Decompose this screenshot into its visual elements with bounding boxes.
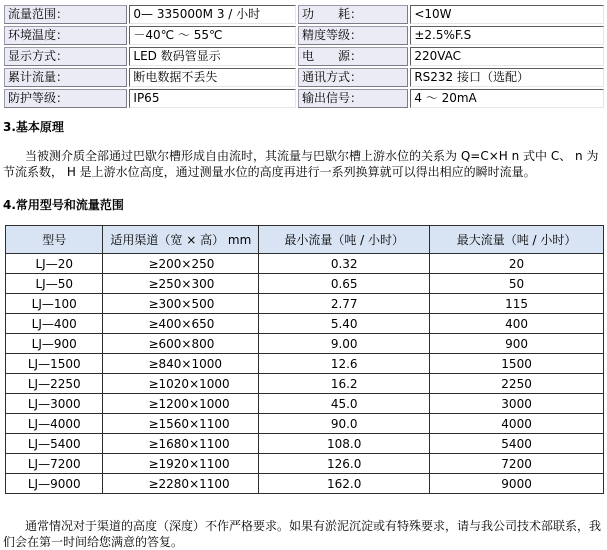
cell-channel: ≥400×650 bbox=[103, 314, 259, 334]
cell-channel: ≥1200×1000 bbox=[103, 394, 259, 414]
spec-label: 累计流量： bbox=[4, 68, 127, 87]
table-row bbox=[6, 314, 604, 334]
spec-row bbox=[4, 89, 604, 108]
cell-min-flow: 45.0 bbox=[259, 394, 430, 414]
cell-max-flow: 7200 bbox=[430, 454, 604, 474]
spec-value: 4 ～ 20mA bbox=[410, 89, 604, 108]
cell-model: LJ—7200 bbox=[6, 454, 103, 474]
flow-table-body bbox=[6, 254, 604, 494]
cell-min-flow: 162.0 bbox=[259, 474, 430, 494]
cell-model: LJ—3000 bbox=[6, 394, 103, 414]
cell-channel: ≥1020×1000 bbox=[103, 374, 259, 394]
header-model: 型号 bbox=[6, 226, 103, 254]
spec-value: ±2.5%F.S bbox=[410, 26, 604, 45]
section-3-text: 当被测介质全部通过巴歇尔槽形成自由流时，其流量与巴歇尔槽上游水位的关系为 Q=C×H n 式中 C、 n 为节流系数， H 是上游水位高度，通过测量水位的高度再进行一系列换算就可以得出相应的瞬时流量。 bbox=[3, 149, 599, 179]
table-row bbox=[6, 274, 604, 294]
cell-channel: ≥1560×1100 bbox=[103, 414, 259, 434]
cell-channel: ≥1920×1100 bbox=[103, 454, 259, 474]
cell-max-flow: 9000 bbox=[430, 474, 604, 494]
spec-label: 防护等级： bbox=[4, 89, 127, 108]
cell-model: LJ—900 bbox=[6, 334, 103, 354]
cell-channel: ≥300×500 bbox=[103, 294, 259, 314]
flow-table-header-row bbox=[6, 226, 604, 254]
table-row bbox=[6, 254, 604, 274]
spec-label: 精度等级： bbox=[298, 26, 408, 45]
spec-value: 220VAC bbox=[410, 47, 604, 66]
spec-row bbox=[4, 26, 604, 45]
spec-value: RS232 接口（选配） bbox=[410, 68, 604, 87]
cell-channel: ≥840×1000 bbox=[103, 354, 259, 374]
cell-max-flow: 3000 bbox=[430, 394, 604, 414]
cell-min-flow: 5.40 bbox=[259, 314, 430, 334]
table-row bbox=[6, 354, 604, 374]
spec-row bbox=[4, 68, 604, 87]
cell-model: LJ—1500 bbox=[6, 354, 103, 374]
table-row bbox=[6, 294, 604, 314]
cell-min-flow: 90.0 bbox=[259, 414, 430, 434]
spec-table-body bbox=[4, 5, 604, 108]
cell-channel: ≥600×800 bbox=[103, 334, 259, 354]
cell-min-flow: 9.00 bbox=[259, 334, 430, 354]
spec-label: 环境温度： bbox=[4, 26, 127, 45]
spec-value: IP65 bbox=[129, 89, 296, 108]
spec-label: 显示方式： bbox=[4, 47, 127, 66]
spec-value: LED 数码管显示 bbox=[129, 47, 296, 66]
cell-max-flow: 400 bbox=[430, 314, 604, 334]
spec-table bbox=[2, 3, 606, 110]
header-min-flow: 最小流量（吨 / 小时） bbox=[259, 226, 430, 254]
flow-range-table bbox=[5, 225, 604, 494]
cell-max-flow: 4000 bbox=[430, 414, 604, 434]
cell-min-flow: 2.77 bbox=[259, 294, 430, 314]
cell-max-flow: 20 bbox=[430, 254, 604, 274]
cell-min-flow: 16.2 bbox=[259, 374, 430, 394]
cell-model: LJ—20 bbox=[6, 254, 103, 274]
header-channel: 适用渠道（宽 × 高） mm bbox=[103, 226, 259, 254]
table-row bbox=[6, 434, 604, 454]
cell-max-flow: 1500 bbox=[430, 354, 604, 374]
cell-model: LJ—400 bbox=[6, 314, 103, 334]
cell-max-flow: 900 bbox=[430, 334, 604, 354]
spec-row bbox=[4, 5, 604, 24]
cell-max-flow: 5400 bbox=[430, 434, 604, 454]
cell-max-flow: 115 bbox=[430, 294, 604, 314]
spec-label: 输出信号： bbox=[298, 89, 408, 108]
header-max-flow: 最大流量（吨 / 小时） bbox=[430, 226, 604, 254]
cell-model: LJ—5400 bbox=[6, 434, 103, 454]
cell-min-flow: 12.6 bbox=[259, 354, 430, 374]
spec-label: 电 源： bbox=[298, 47, 408, 66]
cell-channel: ≥200×250 bbox=[103, 254, 259, 274]
table-row bbox=[6, 334, 604, 354]
spec-value: <10W bbox=[410, 5, 604, 24]
cell-min-flow: 0.32 bbox=[259, 254, 430, 274]
spec-label: 功 耗： bbox=[298, 5, 408, 24]
table-row bbox=[6, 474, 604, 494]
section-3-title: 3.基本原理 bbox=[3, 120, 64, 134]
table-row bbox=[6, 394, 604, 414]
spec-label: 通讯方式： bbox=[298, 68, 408, 87]
cell-max-flow: 50 bbox=[430, 274, 604, 294]
cell-min-flow: 0.65 bbox=[259, 274, 430, 294]
cell-max-flow: 2250 bbox=[430, 374, 604, 394]
cell-min-flow: 108.0 bbox=[259, 434, 430, 454]
cell-model: LJ—100 bbox=[6, 294, 103, 314]
table-row bbox=[6, 454, 604, 474]
footer-note: 通常情况对于渠道的高度（深度）不作严格要求。如果有淤泥沉淀或有特殊要求，请与我公司技术部联系，我们会在第一时间给您满意的答复。 bbox=[3, 519, 602, 549]
spec-value: 0— 335000M 3 / 小时 bbox=[129, 5, 296, 24]
spec-label: 流量范围： bbox=[4, 5, 127, 24]
cell-model: LJ—4000 bbox=[6, 414, 103, 434]
section-4-title: 4.常用型号和流量范围 bbox=[3, 198, 124, 212]
spec-value: －40℃ ～ 55℃ bbox=[129, 26, 296, 45]
spec-row bbox=[4, 47, 604, 66]
cell-model: LJ—2250 bbox=[6, 374, 103, 394]
table-row bbox=[6, 414, 604, 434]
cell-channel: ≥1680×1100 bbox=[103, 434, 259, 454]
table-row bbox=[6, 374, 604, 394]
cell-model: LJ—50 bbox=[6, 274, 103, 294]
spec-value: 断电数据不丢失 bbox=[129, 68, 296, 87]
cell-min-flow: 126.0 bbox=[259, 454, 430, 474]
cell-model: LJ—9000 bbox=[6, 474, 103, 494]
cell-channel: ≥2280×1100 bbox=[103, 474, 259, 494]
cell-channel: ≥250×300 bbox=[103, 274, 259, 294]
